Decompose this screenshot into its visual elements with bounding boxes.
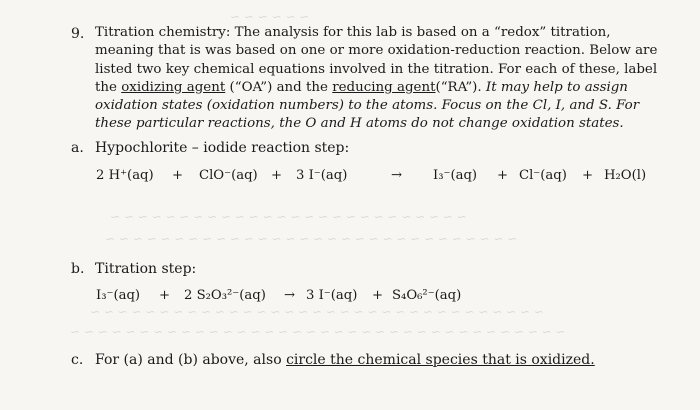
part-c-label: c. bbox=[71, 352, 84, 368]
eq-a-plus-3: + bbox=[497, 168, 509, 183]
part-c-text bbox=[95, 352, 595, 368]
eq-a-arrow: → bbox=[391, 168, 403, 183]
part-b-label: b. bbox=[71, 261, 85, 277]
eq-a-term-4: I₃⁻(aq) bbox=[433, 168, 478, 183]
part-a-title: Hypochlorite – iodide reaction step: bbox=[95, 140, 350, 156]
question-paragraph bbox=[95, 24, 665, 134]
question-intro: The analysis for this lab is based on a “redox” titration, meaning that is was based on one or more oxidation-reduction reaction. Below are listed two key chemical equations involved in the titration. For each of these, label the bbox=[95, 25, 658, 95]
eq-a-plus-2: + bbox=[271, 168, 283, 183]
ra-abbrev: (“RA”). bbox=[435, 79, 482, 95]
worksheet-page: ~ ~ ~ ~ ~ ~ ~ ~ ~ ~ ~ ~ ~ ~ ~ ~ ~ ~ ~ ~ ~ ~ ~ ~ ~ ~ ~ ~ ~ ~ ~ ~ ~ ~ ~ ~ ~ ~ ~ ~ ~ ~ ~ ~ ~ ~ ~ ~ ~ ~ ~ ~ ~ ~ ~ ~ ~ ~ ~ ~ ~ ~ ~ ~ ~ ~ ~ ~ ~ ~ ~ ~ ~ ~ ~ ~ ~ ~ ~ ~ ~ ~ ~ ~ ~ ~ ~ ~ ~ ~ ~ ~ ~ ~ ~ ~ ~ ~ ~ ~ ~ ~ ~ ~ ~ ~ ~ ~ ~ ~ ~ ~ ~ ~ ~ ~ ~ ~ ~ ~ ~ ~ ~ ~ ~ ~ ~ ~ ~ ~ ~ 9. Titration chemistry: The analysis for this lab is based on a “redox” titration, meaning that is was based on one or more oxidation-reduction reaction. Below are listed two key chemical equations involved in the titration. For each of these, label the oxidizing agent (“OA”) and the reducing agent(“RA”). It may help to assign oxidation states (oxidation numbers) to the atoms. Focus on the Cl, I, and S. For these particular reactions, the O and H atoms do not change oxidation states. a. Hypochlorite – iodide reaction step: 2 H⁺(aq) + ClO⁻(aq) + 3 I⁻(aq) → I₃⁻(aq) + Cl⁻(aq) + H₂O(l) b. Titration step: I₃⁻(aq) + 2 S₂O₃²⁻(aq) → 3 I⁻(aq) + S₄O₆²⁻(aq) c. For (a) and (b) above, also circle the chemical species that is oxidized. bbox=[0, 0, 700, 410]
part-c-instruction: circle the chemical species that is oxidized. bbox=[286, 352, 595, 368]
question-number: 9. bbox=[71, 26, 85, 42]
eq-b-plus-2: + bbox=[372, 288, 384, 303]
part-b-title: Titration step: bbox=[95, 261, 197, 277]
question-heading: Titration chemistry: bbox=[95, 25, 231, 40]
eq-b-arrow: → bbox=[284, 288, 296, 303]
oxidizing-agent-term: oxidizing agent bbox=[121, 79, 226, 95]
eq-b-term-3: 3 I⁻(aq) bbox=[306, 288, 358, 303]
eq-a-term-1: 2 H⁺(aq) bbox=[96, 168, 154, 183]
eq-a-plus-4: + bbox=[582, 168, 594, 183]
reducing-agent-term: reducing agent bbox=[332, 79, 436, 95]
eq-b-term-2: 2 S₂O₃²⁻(aq) bbox=[184, 288, 266, 303]
eq-a-term-3: 3 I⁻(aq) bbox=[296, 168, 348, 183]
eq-b-term-4: S₄O₆²⁻(aq) bbox=[392, 288, 462, 303]
eq-b-term-1: I₃⁻(aq) bbox=[96, 288, 141, 303]
eq-a-term-2: ClO⁻(aq) bbox=[199, 168, 258, 183]
italic-note: It may help to assign oxidation states (oxidation numbers) to the atoms. Focus on the Cl, I, and S. For these particular reactions, the O and H atoms do not change oxidation states. bbox=[95, 79, 640, 132]
equation-b bbox=[0, 288, 700, 308]
eq-a-term-5: Cl⁻(aq) bbox=[519, 168, 567, 183]
eq-b-plus-1: + bbox=[159, 288, 171, 303]
oa-abbrev: (“OA”) and the bbox=[229, 79, 328, 95]
part-c-prefix: For (a) and (b) above, also bbox=[95, 352, 282, 368]
eq-a-plus-1: + bbox=[172, 168, 184, 183]
eq-a-term-6: H₂O(l) bbox=[604, 168, 647, 183]
equation-a bbox=[0, 168, 700, 188]
part-a-label: a. bbox=[71, 140, 84, 156]
